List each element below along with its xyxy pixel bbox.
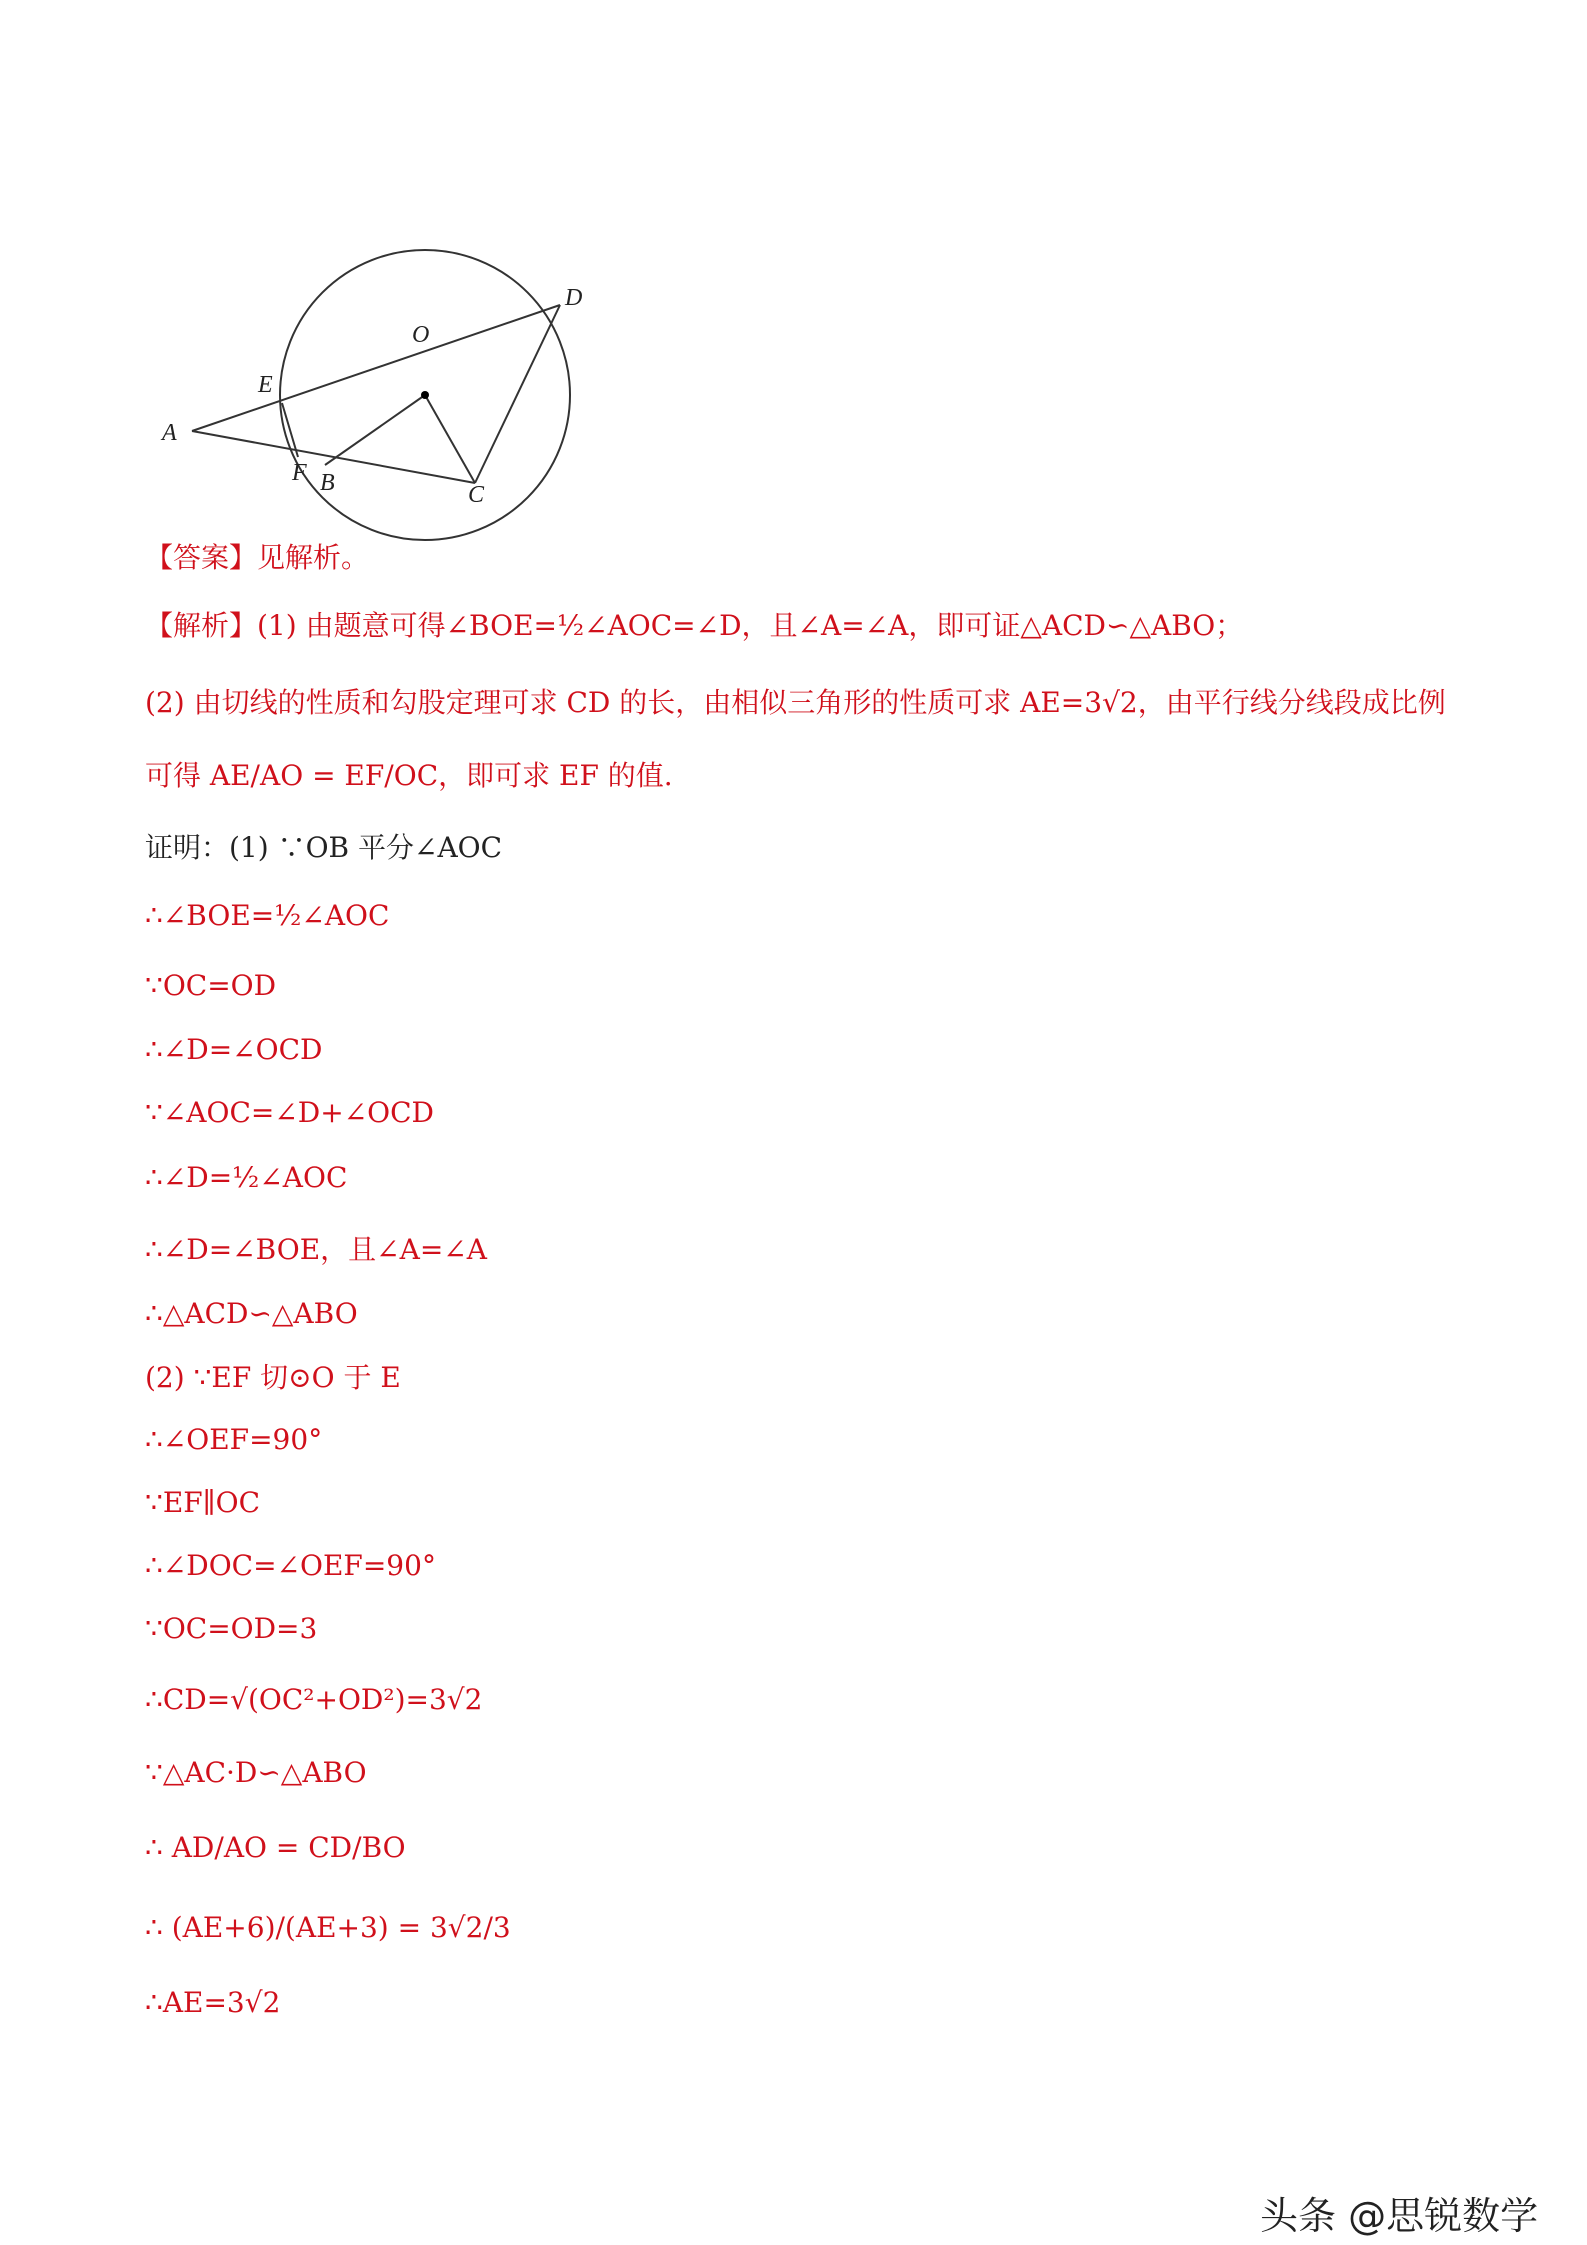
proof-line: ∵EF∥OC (145, 1486, 260, 1519)
proof-line: ∴∠D=∠BOE，且∠A=∠A (145, 1233, 487, 1266)
analysis-part2a: (2) 由切线的性质和勾股定理可求 CD 的长，由相似三角形的性质可求 AE=3√2，由平行线分线段成比例 (145, 686, 1446, 719)
proof-line: ∴∠DOC=∠OEF=90° (145, 1549, 436, 1582)
proof-line: ∴CD=√(OC²+OD²)=3√2 (145, 1683, 483, 1716)
label-D: D (565, 285, 583, 311)
analysis-part1: 【解析】(1) 由题意可得∠BOE=½∠AOC=∠D，且∠A=∠A，即可证△ACD∽△ABO； (145, 609, 1244, 642)
label-F: F (292, 460, 307, 486)
proof-line: ∴ (AE+6)/(AE+3) = 3√2/3 (145, 1911, 511, 1944)
proof-line: (2) ∵EF 切⊙O 于 E (145, 1361, 401, 1394)
label-O: O (412, 322, 430, 348)
label-A: A (162, 420, 177, 446)
proof-start: 证明：(1) ∵OB 平分∠AOC (145, 831, 503, 864)
analysis-part2b: 可得 AE/AO = EF/OC，即可求 EF 的值. (145, 759, 673, 792)
label-C: C (468, 482, 485, 508)
proof-line: ∴∠OEF=90° (145, 1423, 323, 1456)
proof-line: ∵OC=OD=3 (145, 1612, 318, 1645)
proof-line: ∵∠AOC=∠D+∠OCD (145, 1096, 434, 1129)
proof-line: ∴∠BOE=½∠AOC (145, 899, 390, 932)
answer-line: 【答案】见解析。 (145, 541, 370, 574)
proof-line: ∴△ACD∽△ABO (145, 1297, 358, 1330)
circle-tangent-diagram (150, 200, 600, 515)
label-E: E (258, 372, 273, 398)
watermark: 头条 @思锐数学 (1260, 2194, 1539, 2238)
proof-line: ∵OC=OD (145, 969, 277, 1002)
label-B: B (320, 470, 335, 496)
geometry-figure (150, 200, 600, 515)
proof-line: ∴∠D=½∠AOC (145, 1161, 348, 1194)
proof-line: ∴AE=3√2 (145, 1986, 281, 2019)
proof-line: ∴ AD/AO = CD/BO (145, 1831, 406, 1864)
proof-line: ∵△AC·D∽△ABO (145, 1756, 367, 1789)
proof-line: ∴∠D=∠OCD (145, 1033, 323, 1066)
